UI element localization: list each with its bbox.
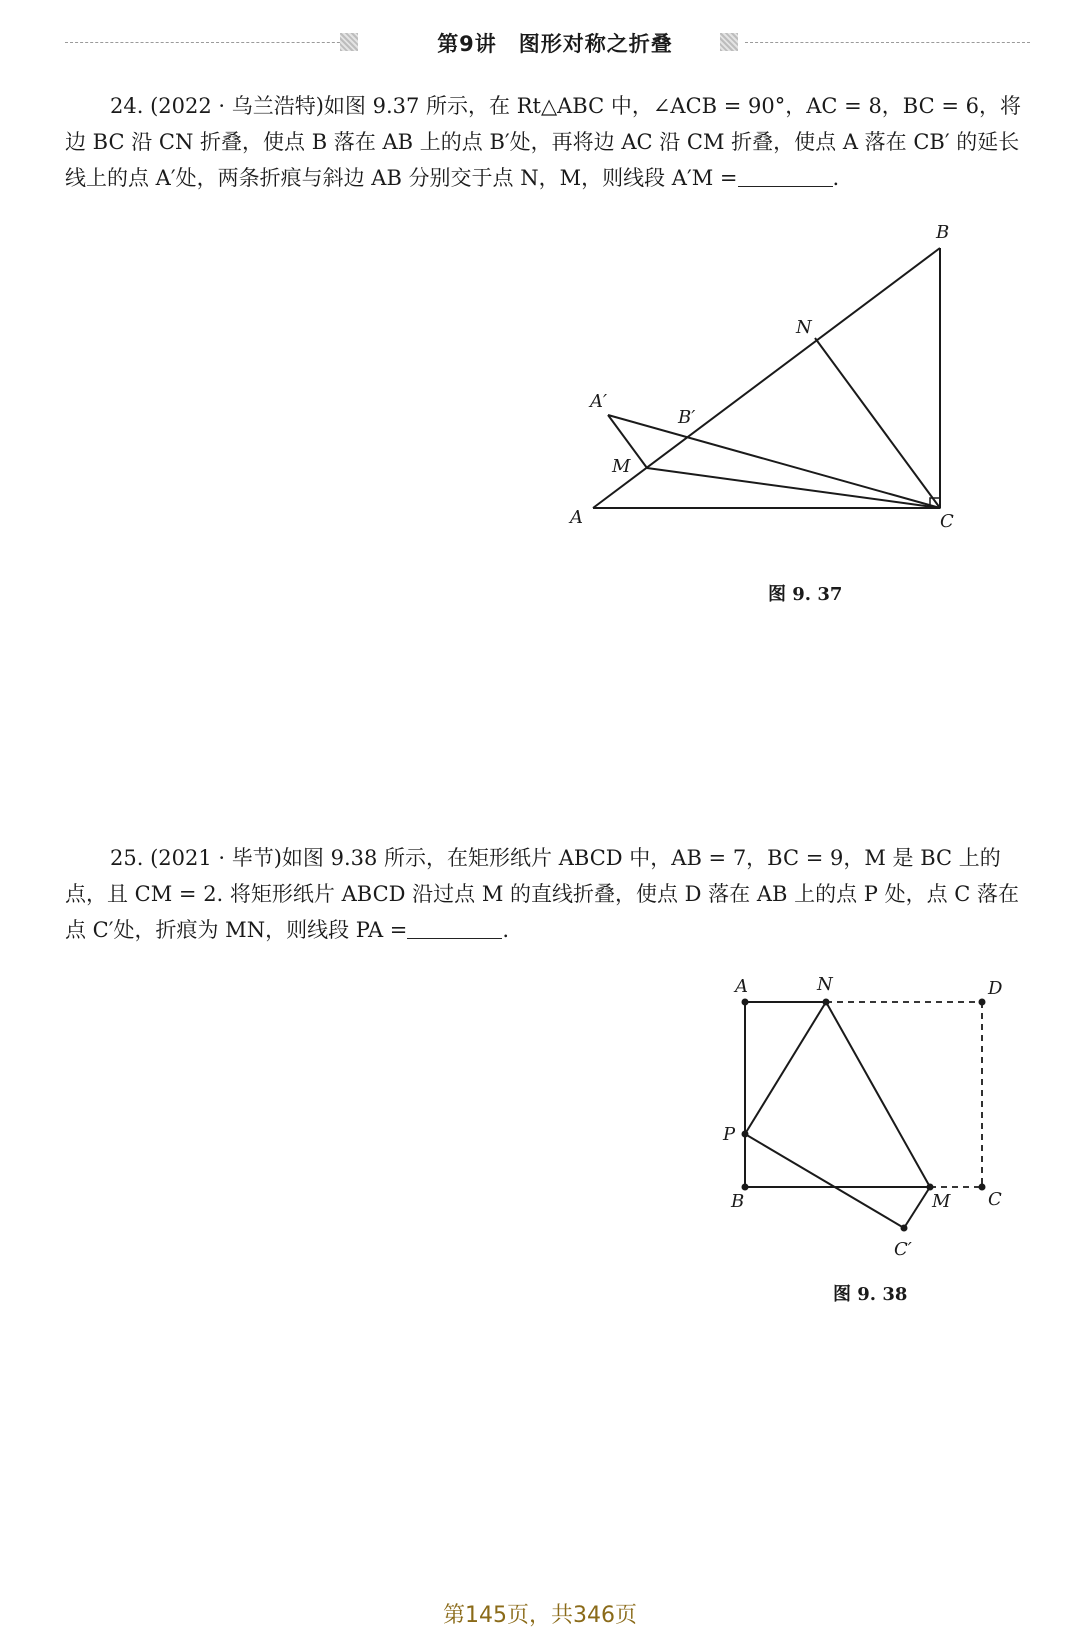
figure-9-37-caption: 图 9. 37 <box>768 584 843 605</box>
label-B-prime: B′ <box>678 407 696 428</box>
label-B-38: B <box>731 1191 745 1212</box>
segment-CA-prime <box>608 415 940 508</box>
point-D <box>979 999 986 1006</box>
label-P-38: P <box>723 1124 736 1145</box>
problem-24-text: 24. (2022 · 乌兰浩特)如图 9.37 所示，在 Rt△ABC 中，∠ACB = 90°，AC = 8，BC = 6，将边 BC 沿 CN 折叠，使点 B 落在 AB 上的点 B′处，再将边 AC 沿 CM 折叠，使点 A 落在 CB′ 的延长线上的点 A′处，两条折痕与斜边 AB 分别交于点 N，M，则线段 A′M = <box>65 94 1022 190</box>
label-A: A <box>570 507 583 528</box>
page-footer: 第145页，共346页 <box>443 1603 637 1628</box>
point-C <box>979 1184 986 1191</box>
problem-25-end: . <box>502 918 510 942</box>
header-rule-left <box>65 42 355 43</box>
point-A <box>742 999 749 1006</box>
header-ornament-left <box>340 33 358 51</box>
point-P <box>742 1131 749 1138</box>
label-A-38: A <box>735 976 748 997</box>
segment-NP <box>745 1002 826 1134</box>
chapter-title: 第9讲 图形对称之折叠 <box>437 32 673 56</box>
point-N <box>823 999 830 1006</box>
page-header <box>0 28 1080 58</box>
point-M <box>927 1184 934 1191</box>
figure-9-38 <box>710 975 1020 1275</box>
crease-CM <box>647 468 940 508</box>
crease-NM <box>826 1002 930 1187</box>
crease-CN <box>815 338 940 508</box>
label-B: B <box>936 225 950 243</box>
segment-AB <box>593 248 940 508</box>
label-N-38: N <box>817 975 833 995</box>
answer-blank-24[interactable] <box>738 166 833 187</box>
problem-25 <box>65 840 1030 948</box>
problem-24 <box>65 88 1030 196</box>
label-D-38: D <box>988 978 1003 999</box>
segment-C-prime-M <box>904 1187 930 1228</box>
header-rule-right <box>745 42 1030 43</box>
label-A-prime: A′ <box>590 391 608 412</box>
segment-PC-prime <box>745 1134 904 1228</box>
label-C-38: C <box>988 1189 1002 1210</box>
label-M-38: M <box>932 1191 951 1212</box>
problem-24-end: . <box>832 166 840 190</box>
label-N: N <box>796 317 812 338</box>
answer-blank-25[interactable] <box>407 918 502 939</box>
header-ornament-right <box>720 33 738 51</box>
figure-9-38-caption: 图 9. 38 <box>833 1284 908 1305</box>
point-C-prime <box>901 1225 908 1232</box>
point-B <box>742 1184 749 1191</box>
label-M: M <box>612 456 631 477</box>
problem-25-text: 25. (2021 · 毕节)如图 9.38 所示，在矩形纸片 ABCD 中，AB = 7，BC = 9，M 是 BC 上的点，且 CM = 2. 将矩形纸片 ABCD 沿过点 M 的直线折叠，使点 D 落在 AB 上的点 P 处，点 C 落在点 C′处，折痕为 MN，则线段 PA = <box>65 846 1020 942</box>
label-C-prime-38: C′ <box>894 1239 912 1260</box>
label-C: C <box>940 511 954 532</box>
figure-9-37 <box>560 225 1000 545</box>
